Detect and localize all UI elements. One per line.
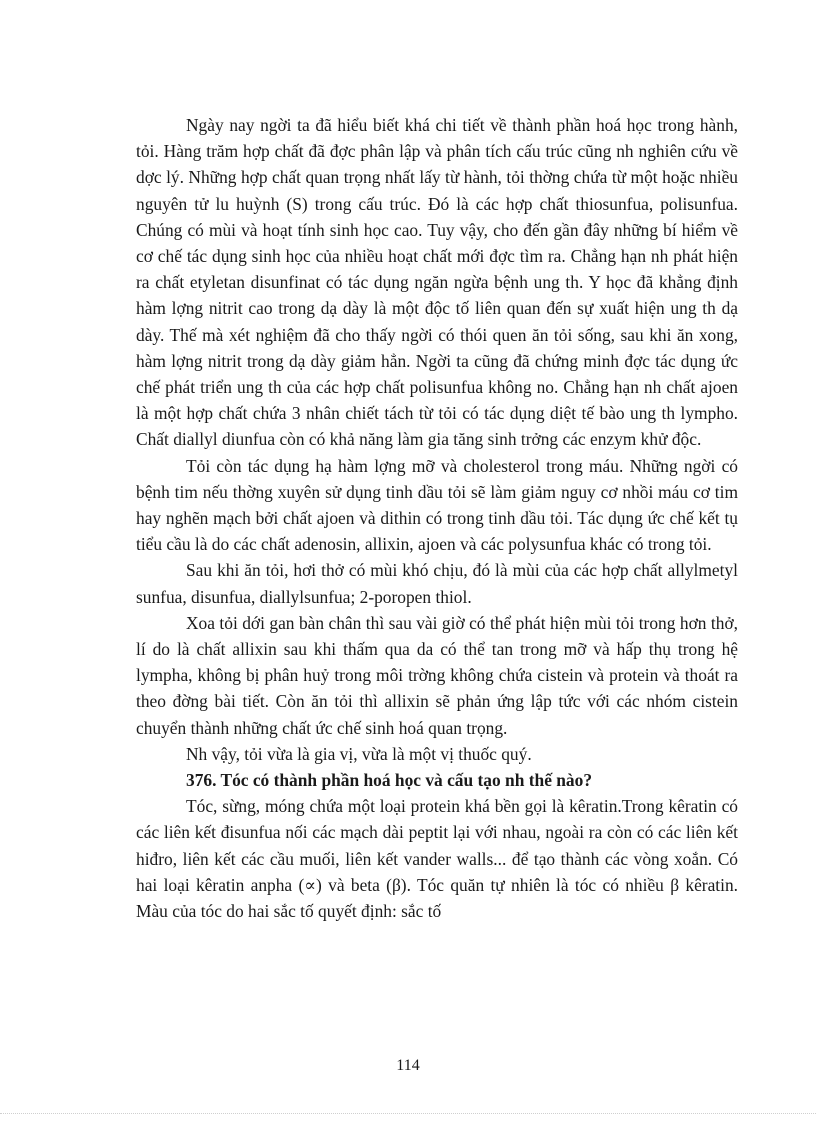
paragraph-conclusion: Nh vậy, tỏi vừa là gia vị, vừa là một vị thuốc quý. [186,743,532,764]
paragraph-breath-odor: Sau khi ăn tỏi, hơi thở có mùi khó chịu, đó là mùi của các hợp chất allylmetyl sunfua, disunfua, diallylsunfua; 2-poropen thiol. [136,560,738,607]
paragraph-allixin: Xoa tỏi dới gan bàn chân thì sau vài giờ có thể phát hiện mùi tỏi trong hơn thở, lí do là chất allixin sau khi thấm qua da có thể tan trong mỡ và hấp thụ trong hệ lympha, không bị phân huỷ trong môi trờng không chứa cistein và protein và thoát ra theo đờng bài tiết. Còn ăn tỏi thì allixin sẽ phản ứng lập tức với các nhóm cistein chuyển thành những chất ức chế sinh hoá quan trọng. [136,612,738,738]
page-bottom-divider [0,1113,816,1114]
paragraph-cholesterol: Tỏi còn tác dụng hạ hàm lợng mỡ và cholesterol trong máu. Những ngời có bệnh tim nếu thờng xuyên sử dụng tinh dầu tỏi sẽ làm giảm nguy cơ nhồi máu cơ tim hay nghẽn mạch bởi chất ajoen và dithin có trong tinh dầu tỏi. Tác dụng ức chế kết tụ tiểu cầu là do các chất adenosin, allixin, ajoen và các polysunfua khác có trong tỏi. [136,455,738,555]
paragraph-garlic-chemistry: Ngày nay ngời ta đã hiểu biết khá chi tiết về thành phần hoá học trong hành, tỏi. Hàng trăm hợp chất đã đợc phân lập và phân tích cấu trúc cũng nh nghiên cứu về dợc lý. Những hợp chất quan trọng nhất lấy từ hành, tỏi thờng chứa từ một hoặc nhiều nguyên tử lu huỳnh (S) trong cấu trúc. Đó là các hợp chất thiosunfua, polisunfua. Chúng có mùi và hoạt tính sinh học cao. Tuy vậy, cho đến gần đây những bí hiểm về cơ chế tác dụng sinh học của nhiều hoạt chất mới đợc tìm ra. Chẳng hạn nh phát hiện ra chất etyletan disunfinat có tác dụng ngăn ngừa bệnh ung th. Y học đã khẳng định hàm lợng nitrit cao trong dạ dày là một độc tố liên quan đến sự xuất hiện ung th dạ dày. Thế mà xét nghiệm đã cho thấy ngời có thói quen ăn tỏi sống, sau khi ăn xong, hàm lợng nitrit trong dạ dày giảm hẳn. Ngời ta cũng đã chứng minh đợc tác dụng ức chế phát triển ung th của các hợp chất polisunfua không no. Chẳng hạn nh chất ajoen là một hợp chất chứa 3 nhân chiết tách từ tỏi có tác dụng diệt tế bào ung th lympho. Chất diallyl diunfua còn có khả năng làm gia tăng sinh trởng các enzym khử độc. [136,115,738,450]
section-heading-376: 376. Tóc có thành phần hoá học và cấu tạo nh thế nào? [186,770,593,791]
page-number: 114 [396,1057,420,1074]
paragraph-hair-keratin: Tóc, sừng, móng chứa một loại protein khá bền gọi là kêratin.Trong kêratin có các liên kết đisunfua nối các mạch dài peptit lại với nhau, ngoài ra còn có các liên kết hiđro, liên kết các cầu muối, liên kết vander walls... để tạo thành các vòng xoắn. Có hai loại kêratin anpha (∝) và beta (β). Tóc quăn tự nhiên là tóc có nhiều β kêratin. Màu của tóc do hai sắc tố quyết định: sắc tố [136,796,738,922]
page-body [136,112,738,924]
